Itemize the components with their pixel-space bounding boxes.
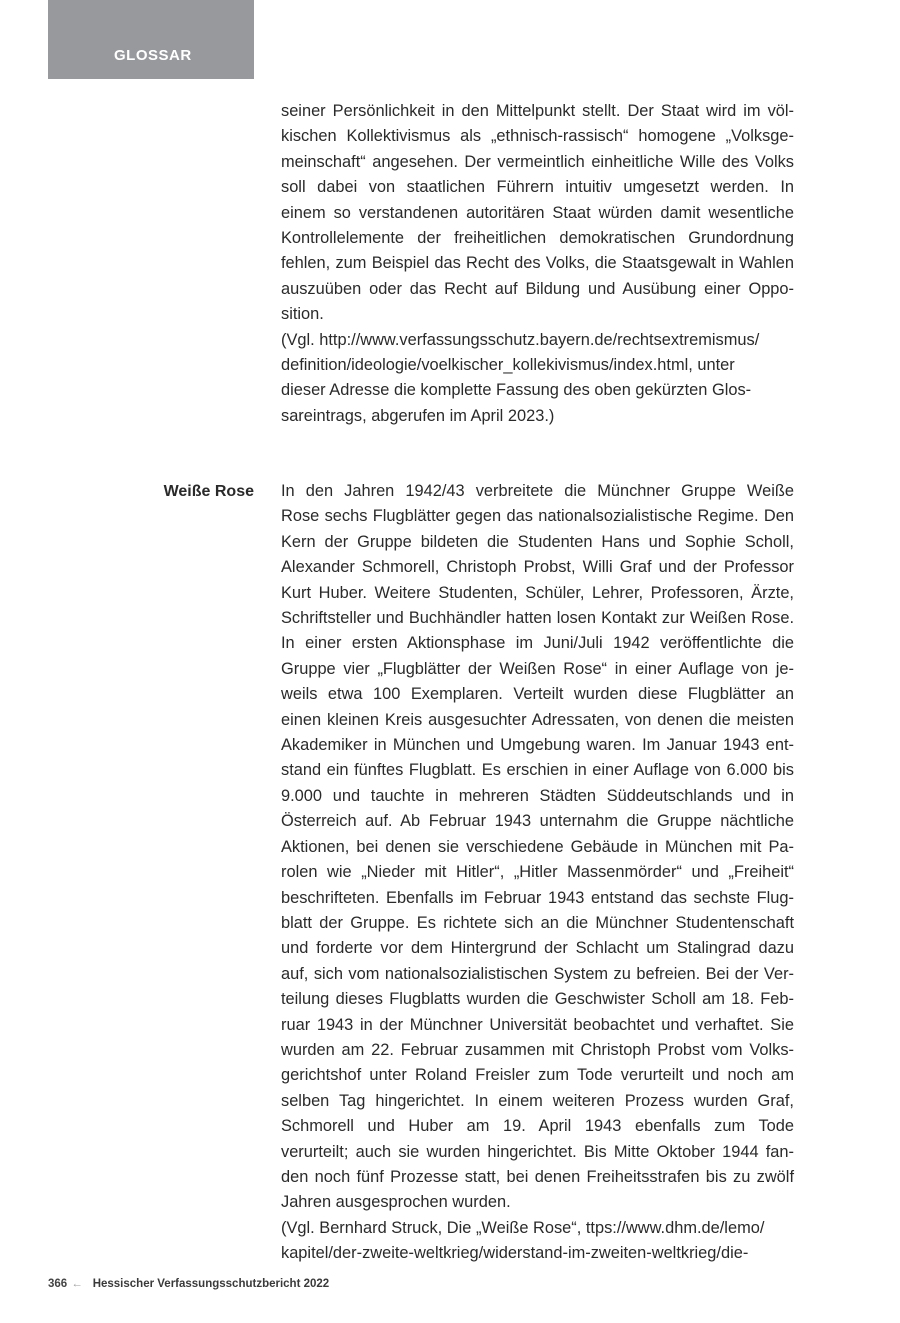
text-line: Kurt Huber. Weitere Studenten, Schüler, Lehrer, Professoren, Ärzte,	[281, 583, 794, 602]
text-line: wurden am 22. Februar zusammen mit Christoph Probst vom Volks-	[281, 1040, 794, 1059]
page-number: 366	[48, 1278, 68, 1290]
text-line: 9.000 und tauchte in mehreren Städten Süddeutschlands und in	[281, 786, 794, 805]
text-line: Alexander Schmorell, Christoph Probst, Willi Graf und der Professor	[281, 558, 794, 577]
text-line: teilung dieses Flugblatts wurden die Geschwister Scholl am 18. Feb-	[281, 990, 794, 1009]
publication-title: Hessischer Verfassungsschutzbericht 2022	[92, 1278, 330, 1290]
text-line: einem so verstandenen autoritären Staat würden damit wesentliche	[281, 203, 794, 222]
citation-line: sareintrags, abgerufen im April 2023.)	[281, 406, 555, 425]
text-line: blatt der Gruppe. Es richtete sich an die Münchner Studentenschaft	[281, 913, 794, 932]
text-line: weils etwa 100 Exemplaren. Verteilt wurden diese Flugblätter an	[281, 685, 794, 704]
glossary-definition	[281, 479, 794, 1267]
text-line: beschrifteten. Ebenfalls im Februar 1943 entstand das sechste Flug-	[281, 888, 794, 907]
back-arrow-icon[interactable]: ←	[71, 1278, 83, 1290]
text-line: verurteilt; auch sie wurden hingerichtet. Bis Mitte Oktober 1944 fan-	[281, 1142, 794, 1161]
text-line: stand ein fünftes Flugblatt. Es erschien in einer Auflage von 6.000 bis	[281, 761, 794, 780]
text-line: meinschaft“ angesehen. Der vermeintlich einheitliche Wille des Volks	[281, 152, 794, 171]
text-line: Jahren ausgesprochen wurden.	[281, 1193, 511, 1212]
text-line: Rose sechs Flugblätter gegen das nationalsozialistische Regime. Den	[281, 507, 794, 526]
text-line: den noch fünf Prozesse statt, bei denen Freiheitsstrafen bis zu zwölf	[281, 1167, 794, 1186]
text-line: Gruppe vier „Flugblätter der Weißen Rose“ in einer Auflage von je-	[281, 659, 794, 678]
text-line: gerichtshof unter Roland Freisler zum Tode verurteilt und noch am	[281, 1066, 794, 1085]
citation-line: (Vgl. Bernhard Struck, Die „Weiße Rose“, ttps://www.dhm.de/lemo/	[281, 1218, 765, 1237]
text-line: kischen Kollektivismus als „ethnisch-rassisch“ homogene „Volksge-	[281, 127, 794, 146]
section-title: GLOSSAR	[114, 47, 192, 64]
section-tab	[48, 0, 254, 79]
citation-line: kapitel/der-zweite-weltkrieg/widerstand-im-zweiten-weltkrieg/die-	[281, 1244, 749, 1263]
text-line: sition.	[281, 305, 324, 324]
text-line: Akademiker in München und Umgebung waren. Im Januar 1943 ent-	[281, 736, 794, 755]
text-line: rolen wie „Nieder mit Hitler“, „Hitler Massenmörder“ und „Freiheit“	[281, 863, 794, 882]
text-line: ruar 1943 in der Münchner Universität beobachtet und verhaftet. Sie	[281, 1015, 794, 1034]
text-line: Schmorell und Huber am 19. April 1943 ebenfalls zum Tode	[281, 1117, 794, 1136]
citation-line: dieser Adresse die komplette Fassung des oben gekürzten Glos-	[281, 381, 752, 400]
glossary-term: Weiße Rose	[163, 483, 254, 500]
text-line: selben Tag hingerichtet. In einem weiteren Prozess wurden Graf,	[281, 1091, 794, 1110]
text-line: seiner Persönlichkeit in den Mittelpunkt stellt. Der Staat wird im völ-	[281, 102, 794, 120]
text-line: fehlen, zum Beispiel das Recht des Volks, die Staatsgewalt in Wahlen	[281, 254, 794, 273]
citation-line: definition/ideologie/voelkischer_kollekivismus/index.html, unter	[281, 356, 735, 375]
text-line: auf, sich vom nationalsozialistischen System zu befreien. Bei der Ver-	[281, 964, 794, 983]
text-line: In den Jahren 1942/43 verbreitete die Münchner Gruppe Weiße	[281, 482, 794, 500]
text-line: Österreich auf. Ab Februar 1943 unternahm die Gruppe nächtliche	[281, 812, 794, 831]
text-line: soll dabei von staatlichen Führern intuitiv umgesetzt werden. In	[281, 178, 794, 197]
text-line: Kontrollelemente der freiheitlichen demokratischen Grundordnung	[281, 229, 794, 248]
citation-line: (Vgl. http://www.verfassungsschutz.bayern.de/rechtsextremismus/	[281, 330, 760, 349]
continuation-text	[281, 99, 794, 429]
text-line: einen kleinen Kreis ausgesuchter Adressaten, von denen die meisten	[281, 710, 794, 729]
text-line: Kern der Gruppe bildeten die Studenten Hans und Sophie Scholl,	[281, 532, 794, 551]
text-line: auszuüben oder das Recht auf Bildung und Ausübung einer Oppo-	[281, 279, 794, 298]
text-line: Schriftsteller und Buchhändler hatten losen Kontakt zur Weißen Rose.	[281, 609, 794, 628]
page-footer	[48, 1278, 329, 1290]
text-line: Aktionen, bei denen sie verschiedene Gebäude in München mit Pa-	[281, 837, 794, 856]
text-line: und forderte vor dem Hintergrund der Schlacht um Stalingrad dazu	[281, 939, 794, 958]
text-line: In einer ersten Aktionsphase im Juni/Juli 1942 veröffentlichte die	[281, 634, 794, 653]
